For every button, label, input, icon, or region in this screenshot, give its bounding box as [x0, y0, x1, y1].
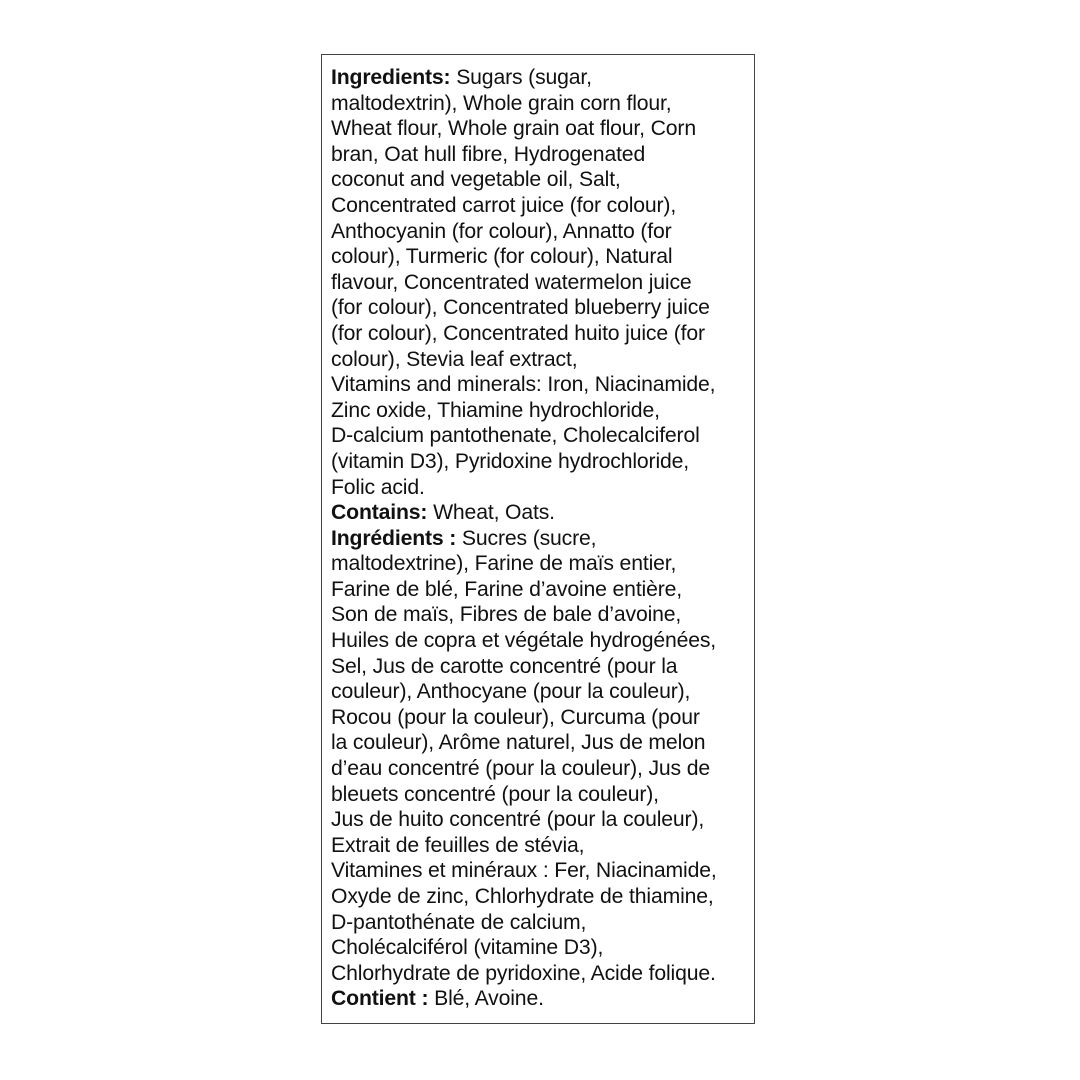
en-ingredients-line: colour), Turmeric (for colour), Natural [331, 245, 673, 269]
en-vitamins-line: Folic acid. [331, 475, 425, 499]
en-vitamins-line: Zinc oxide, Thiamine hydrochloride, [331, 398, 660, 422]
en-ingredients-line: maltodextrin), Whole grain corn flour, [331, 91, 672, 115]
fr-ingredients-line [331, 526, 761, 552]
en-contains-text: Wheat, Oats. [427, 501, 555, 525]
en-ingredients-line: colour), Stevia leaf extract, [331, 347, 578, 371]
fr-ingredients-line: Rocou (pour la couleur), Curcuma (pour [331, 705, 700, 729]
en-ingredients-line: Anthocyanin (for colour), Annatto (for [331, 219, 672, 243]
fr-vitamins-line: Oxyde de zinc, Chlorhydrate de thiamine, [331, 885, 714, 908]
fr-contains-line [331, 986, 761, 1012]
en-ingredients-line: bran, Oat hull fibre, Hydrogenated [331, 142, 646, 166]
en-ingredients-text: Sugars (sugar, [450, 66, 592, 89]
en-vitamins-line: Vitamins and minerals: Iron, Niacinamide, [331, 373, 716, 397]
fr-ingredients-line: maltodextrine), Farine de maïs entier, [331, 552, 677, 576]
fr-vitamins-line: Vitamines et minéraux : Fer, Niacinamide, [331, 859, 717, 883]
fr-contains-heading: Contient : [331, 987, 429, 1011]
fr-ingredients-line: Extrait de feuilles de stévia, [331, 833, 585, 857]
ingredients-label-panel [321, 54, 755, 1024]
fr-ingredients-line: d’eau concentré (pour la couleur), Jus de [331, 757, 710, 781]
en-ingredients-line: Wheat flour, Whole grain oat flour, Corn [331, 117, 696, 141]
fr-ingredients-line: Huiles de copra et végétale hydrogénées, [331, 629, 717, 653]
en-ingredients-heading: Ingredients: [331, 66, 451, 89]
en-vitamins-line: (vitamin D3), Pyridoxine hydrochloride, [331, 449, 690, 473]
fr-ingredients-line: Farine de blé, Farine d’avoine entière, [331, 577, 683, 601]
en-ingredients-line: (for colour), Concentrated blueberry juice [331, 296, 710, 320]
en-contains-line [331, 500, 761, 526]
fr-ingredients-text: Sucres (sucre, [456, 526, 597, 550]
en-contains-heading: Contains: [331, 501, 428, 525]
en-vitamins-line: D-calcium pantothenate, Cholecalciferol [331, 424, 700, 448]
ingredients-text-block [331, 65, 761, 1012]
fr-ingredients-line: bleuets concentré (pour la couleur), [331, 782, 659, 806]
en-ingredients-line: Concentrated carrot juice (for colour), [331, 193, 677, 217]
fr-ingredients-line: Jus de huito concentré (pour la couleur), [331, 808, 705, 832]
fr-vitamins-line: D-pantothénate de calcium, [331, 910, 587, 934]
en-ingredients-line: coconut and vegetable oil, Salt, [331, 168, 621, 192]
fr-ingredients-heading: Ingrédients : [331, 526, 457, 550]
fr-vitamins-line: Cholécalciférol (vitamine D3), [331, 936, 604, 960]
fr-ingredients-line: la couleur), Arôme naturel, Jus de melon [331, 731, 706, 755]
en-ingredients-line: (for colour), Concentrated huito juice (for [331, 321, 705, 345]
fr-ingredients-line: Son de maïs, Fibres de bale d’avoine, [331, 603, 682, 627]
fr-ingredients-line: Sel, Jus de carotte concentré (pour la [331, 654, 678, 678]
en-ingredients-line: flavour, Concentrated watermelon juice [331, 270, 692, 294]
fr-contains-text: Blé, Avoine. [428, 987, 544, 1011]
fr-ingredients-line: couleur), Anthocyane (pour la couleur), [331, 680, 691, 704]
fr-vitamins-line: Chlorhydrate de pyridoxine, Acide folique. [331, 961, 716, 985]
en-ingredients-line [331, 65, 761, 91]
